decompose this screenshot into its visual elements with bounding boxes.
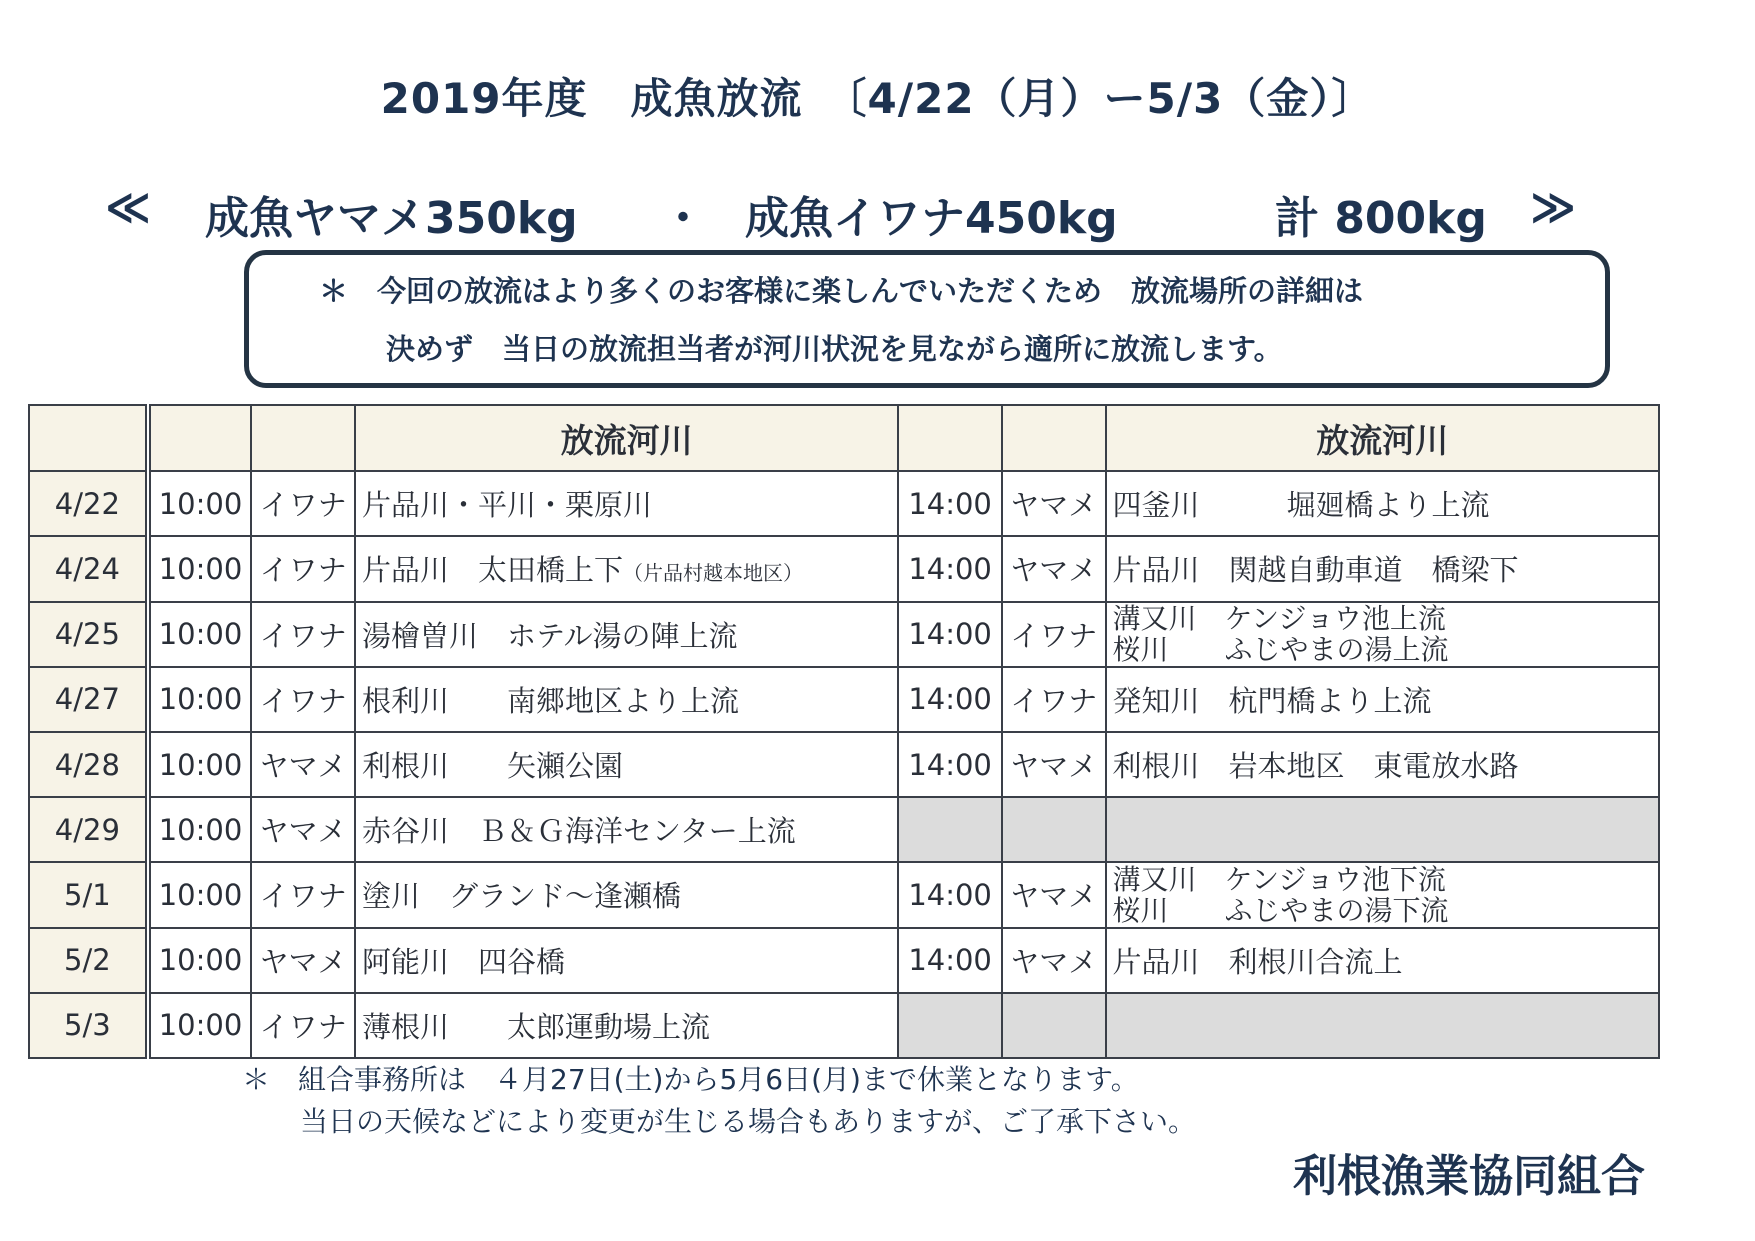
am-place-text: 片品川・平川・栗原川 [361, 488, 652, 523]
am-fish-text: ヤマメ [259, 944, 347, 979]
pm-fish-text: ヤマメ [1010, 488, 1098, 523]
header-pm-fish-cell [1002, 405, 1106, 471]
pm-fish-cell [1002, 732, 1106, 797]
release-summary [105, 182, 1595, 242]
date-text: 4/29 [54, 812, 120, 847]
pm-place-cell [1106, 797, 1659, 862]
header-pm-time-cell [898, 405, 1002, 471]
pm-place-text: 利根川 岩本地区 東電放水路 [1112, 749, 1519, 784]
date-text: 5/1 [64, 877, 111, 912]
am-time-text: 10:00 [158, 877, 243, 912]
am-place-cell [355, 928, 898, 993]
pm-fish-text: ヤマメ [1010, 749, 1098, 784]
am-fish-cell [251, 471, 355, 536]
table-row [29, 667, 1659, 732]
am-fish-text: ヤマメ [259, 814, 347, 849]
pm-time-text: 14:00 [908, 943, 992, 978]
am-fish-text: イワナ [259, 1009, 347, 1044]
am-fish-text: イワナ [259, 879, 347, 914]
am-place-cell [355, 667, 898, 732]
pm-time-text: 14:00 [908, 617, 992, 652]
am-time-text: 10:00 [158, 1008, 243, 1043]
summary-close-bracket: ≫ [1530, 182, 1577, 233]
table-row [29, 471, 1659, 536]
pm-fish-cell [1002, 862, 1106, 927]
pm-place-cell [1106, 536, 1659, 601]
am-time-cell [148, 862, 252, 927]
am-time-text: 10:00 [158, 812, 243, 847]
am-time-cell [148, 797, 252, 862]
table-row [29, 797, 1659, 862]
am-place-text: 根利川 南郷地区より上流 [361, 683, 739, 718]
summary-yamame: 成魚ヤマメ350kg [205, 193, 578, 244]
am-place-cell [355, 536, 898, 601]
am-fish-cell [251, 993, 355, 1058]
am-fish-cell [251, 667, 355, 732]
page-title: 2019年度 成魚放流 〔4/22（月）ー5/3（金）〕 [380, 74, 1375, 123]
pm-time-text: 14:00 [908, 747, 992, 782]
organization-name: 利根漁業協同組合 [1293, 1151, 1645, 1202]
header-am-river: 放流河川 [355, 405, 898, 471]
header-pm-river: 放流河川 [1106, 405, 1659, 471]
am-place-text: 薄根川 太郎運動場上流 [361, 1009, 710, 1044]
pm-place-cell [1106, 471, 1659, 536]
footnote-line-2: 当日の天候などにより変更が生じる場合もありますが、ご了承下さい。 [300, 1105, 1197, 1138]
pm-place-cell [1106, 993, 1659, 1058]
pm-fish-cell [1002, 797, 1106, 862]
am-fish-text: イワナ [259, 618, 347, 653]
am-fish-cell [251, 797, 355, 862]
am-time-text: 10:00 [158, 551, 243, 586]
header-date-cell [29, 405, 148, 471]
pm-place-text: 片品川 利根川合流上 [1112, 944, 1403, 979]
am-place-cell [355, 732, 898, 797]
pm-fish-cell [1002, 471, 1106, 536]
pm-time-text: 14:00 [908, 682, 992, 717]
date-text: 5/3 [64, 1008, 111, 1043]
pm-time-text: 14:00 [908, 877, 992, 912]
pm-fish-text: ヤマメ [1010, 879, 1098, 914]
am-time-cell [148, 667, 252, 732]
pm-place-text: 溝又川 ケンジョウ池上流 [1112, 602, 1446, 636]
pm-fish-text: ヤマメ [1010, 553, 1098, 588]
am-fish-text: イワナ [259, 553, 347, 588]
summary-open-bracket: ≪ [105, 182, 152, 233]
am-time-text: 10:00 [158, 682, 243, 717]
date-text: 5/2 [64, 943, 111, 978]
pm-time-cell [898, 993, 1002, 1058]
am-time-cell [148, 732, 252, 797]
am-place-text: 片品川 太田橋上下 [361, 553, 623, 588]
pm-place-cell [1106, 732, 1659, 797]
pm-place-text: 溝又川 ケンジョウ池下流 [1112, 862, 1446, 896]
date-cell [29, 667, 148, 732]
pm-fish-cell [1002, 928, 1106, 993]
am-fish-cell [251, 862, 355, 927]
date-cell [29, 797, 148, 862]
am-place-text: 湯檜曽川 ホテル湯の陣上流 [361, 618, 738, 653]
am-fish-cell [251, 928, 355, 993]
am-fish-text: イワナ [259, 683, 347, 718]
pm-fish-cell [1002, 602, 1106, 667]
pm-place-text-2: 桜川 ふじやまの湯下流 [1112, 893, 1449, 927]
table-row [29, 732, 1659, 797]
pm-place-cell [1106, 862, 1659, 927]
am-time-text: 10:00 [158, 486, 243, 521]
am-time-cell [148, 928, 252, 993]
date-cell [29, 993, 148, 1058]
am-time-text: 10:00 [158, 943, 243, 978]
pm-place-cell [1106, 602, 1659, 667]
table-row [29, 928, 1659, 993]
summary-total: 計 800kg [1275, 193, 1487, 244]
pm-time-cell [898, 471, 1002, 536]
am-place-text: 利根川 矢瀬公園 [361, 749, 623, 784]
am-fish-cell [251, 602, 355, 667]
am-time-cell [148, 471, 252, 536]
pm-place-text: 四釜川 堀廻橋より上流 [1112, 488, 1490, 523]
am-place-cell [355, 797, 898, 862]
pm-place-text: 片品川 関越自動車道 橋梁下 [1112, 553, 1519, 588]
pm-time-text: 14:00 [908, 486, 992, 521]
am-time-cell [148, 993, 252, 1058]
pm-fish-text: ヤマメ [1010, 944, 1098, 979]
am-place-note: （片品村越本地区） [622, 561, 803, 586]
am-place-text: 阿能川 四谷橋 [361, 944, 565, 979]
summary-separator: ・ [661, 193, 705, 244]
date-cell [29, 602, 148, 667]
am-place-cell [355, 471, 898, 536]
date-text: 4/28 [54, 747, 120, 782]
table-row [29, 536, 1659, 601]
date-text: 4/22 [54, 486, 120, 521]
pm-place-text: 発知川 杭門橋より上流 [1112, 683, 1432, 718]
pm-time-cell [898, 862, 1002, 927]
table-row [29, 862, 1659, 927]
am-place-cell [355, 602, 898, 667]
am-time-text: 10:00 [158, 747, 243, 782]
am-time-cell [148, 602, 252, 667]
am-time-text: 10:00 [158, 617, 243, 652]
pm-fish-cell [1002, 667, 1106, 732]
release-schedule-table [28, 404, 1660, 1059]
date-text: 4/24 [54, 551, 120, 586]
pm-place-cell [1106, 667, 1659, 732]
am-place-cell [355, 993, 898, 1058]
am-fish-cell [251, 536, 355, 601]
am-fish-text: イワナ [259, 488, 347, 523]
date-cell [29, 732, 148, 797]
am-fish-cell [251, 732, 355, 797]
pm-time-cell [898, 928, 1002, 993]
pm-time-text: 14:00 [908, 551, 992, 586]
pm-time-cell [898, 667, 1002, 732]
header-am-time-cell [148, 405, 252, 471]
table-header-row [29, 405, 1659, 471]
date-cell [29, 928, 148, 993]
date-cell [29, 536, 148, 601]
pm-fish-text: イワナ [1010, 683, 1098, 718]
date-cell [29, 471, 148, 536]
table-row [29, 993, 1659, 1058]
notice-box [244, 250, 1610, 388]
pm-time-cell [898, 797, 1002, 862]
am-place-text: 塗川 グランド～逢瀬橋 [361, 879, 681, 914]
pm-time-cell [898, 732, 1002, 797]
notice-line-2: 決めず 当日の放流担当者が河川状況を見ながら適所に放流します。 [386, 332, 1283, 366]
summary-iwana: 成魚イワナ450kg [745, 193, 1118, 244]
notice-line-1: ＊ 今回の放流はより多くのお客様に楽しんでいただくため 放流場所の詳細は [319, 274, 1364, 308]
header-am-fish-cell [251, 405, 355, 471]
pm-fish-text: イワナ [1010, 618, 1098, 653]
am-place-cell [355, 862, 898, 927]
table-row [29, 602, 1659, 667]
date-cell [29, 862, 148, 927]
pm-place-text-2: 桜川 ふじやまの湯上流 [1112, 633, 1449, 667]
am-fish-text: ヤマメ [259, 749, 347, 784]
pm-time-cell [898, 536, 1002, 601]
date-text: 4/27 [54, 682, 120, 717]
pm-time-cell [898, 602, 1002, 667]
pm-fish-cell [1002, 993, 1106, 1058]
footnote-line-1: ＊ 組合事務所は ４月27日(土)から5月6日(月)まで休業となります。 [242, 1063, 1139, 1096]
pm-place-cell [1106, 928, 1659, 993]
am-place-text: 赤谷川 Ｂ＆Ｇ海洋センター上流 [361, 814, 796, 849]
am-time-cell [148, 536, 252, 601]
date-text: 4/25 [54, 617, 120, 652]
pm-fish-cell [1002, 536, 1106, 601]
